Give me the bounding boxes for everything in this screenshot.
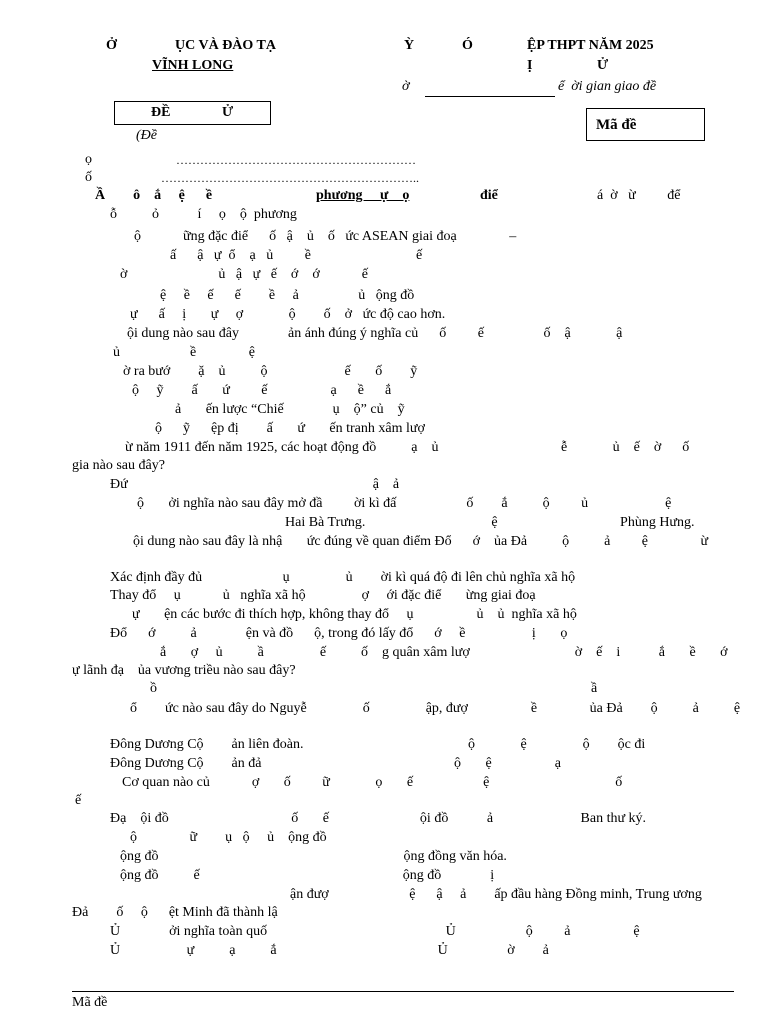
org-province: VĨNH LONG [152,58,234,73]
text-line: gia nào sau đây? [72,458,165,473]
text-line: ận đượ ệ ậ ả ấp đầu hàng Đồng minh, Trung ương [290,887,702,902]
text-line: ộ ỹ ệp đị ấ ứ ến tranh xâm lượ [155,421,425,436]
text-line: phương ự ọ [316,188,410,203]
exam-code-label: Mã đề [596,117,637,133]
text-line: ế [75,793,82,808]
text-line: Đứ ậ ả [110,477,400,492]
exam-type-box [114,101,271,125]
exam-type-label: ĐỀ [151,105,171,120]
text-line: Đổ ớ ả ện và đồ ộ, trong đó lấy đổ ớ ề ị ọ [110,626,568,641]
text-line: ắ ợ ủ ầ ế ố g quân xâm lượ ờ ế i ắ ề ớ [160,645,728,660]
text-line: ờ ra bướ ặ ủ ộ ế ố ỹ [123,364,418,379]
text-line: ộ ữ ụ ộ ủ ộng đồ [130,830,327,845]
text-line: ổ ức nào sau đây do Nguyễ ố ập, đượ ề ủa Đả ộ ả ệ [130,701,741,716]
text-line: Đông Dương Cộ ản đả ộ ệ ạ [110,756,561,771]
text-line: ệ ề ế ế ề ả ủ ộng đồ [160,288,415,303]
text-line: Ủ ự ạ ắ Ủ ờ ả [110,943,549,958]
footer-rule [72,991,734,992]
exam-title-fragment: Ỳ [404,38,415,53]
text-line: Đông Dương Cộ ản liên đoàn. ộ ệ ộ ộc đi [110,737,646,752]
text-line: ộ ởi nghĩa nào sau đây mở đầ ời kì đấ ố ắ ộ ủ ệ [137,496,672,511]
footer-exam-code: Mã đề [72,995,108,1010]
text-line: Đả ố ộ ệt Minh đã thành lậ [72,905,278,920]
exam-type-label: Ử [222,105,234,120]
text-line: ự lãnh đạ ủa vương triều nào sau đây? [72,663,296,678]
text-line: điể [480,188,498,203]
time-note: ể ời gian giao đề [558,79,657,94]
text-line: Ủ ởi nghĩa toàn quố Ủ ộ ả ệ [110,924,640,939]
text-line: ự ấ ị ự ợ ộ ố ở ức độ cao hơn. [130,307,446,322]
exam-subtitle-fragment: Ử [597,58,609,73]
text-line: ội dung nào sau đây ản ánh đúng ý nghĩa củ ố ế ố ậ ậ [127,326,623,341]
org-fragment: Ở [106,38,117,53]
text-line: ờ ủ ậ ự ế ớ ớ ế [120,267,368,282]
text-line: ộng đồ ế ộng đồ ị [120,868,495,883]
org-fragment: ỤC VÀ ĐÀO TẠ [175,38,276,53]
time-label: ờ [402,79,410,94]
exam-subtitle-fragment: Ị [527,58,533,73]
text-line: Thay đổ ụ ủ nghĩa xã hộ ợ ới đặc điể ừng giai đoạ [110,588,536,603]
text-line: Cơ quan nào củ ợ ố ữ ọ ế ệ ố [122,775,623,790]
text-line: ấ ậ ự ổ ạ ủ ề ế [170,248,423,263]
text-line: ội dung nào sau đây là nhậ ức đúng về quan điểm Đổ ớ ủa Đả ộ ả ệ ừ [133,534,709,549]
candidate-name-dots: …………………………………………………… [176,153,416,167]
text-line: ỗ ỏ í ọ ộ phương [110,207,297,222]
text-line: Hai Bà Trưng. ệ Phùng Hưng. [285,515,695,530]
candidate-number-label: ố [85,170,92,185]
text-line: Ầ ô ắ ệ ề [95,188,223,203]
text-line: ủ ề ệ [113,345,255,360]
exam-note: (Đề [136,128,157,143]
text-line: Đạ ội đồ ố ế ội đồ ả Ban thư ký. [110,811,647,826]
text-line: ộ ững đặc điể ố ậ ủ ố ức ASEAN giai đoạ – [134,229,517,244]
text-line: ừ năm 1911 đến năm 1925, các hoạt động đồ ạ ủ ễ ủ ế ờ ố [125,440,690,455]
exam-title: ỆP THPT NĂM 2025 [527,38,654,53]
candidate-number-dots: ……………………………………………………….. [161,171,419,185]
time-underline [425,96,555,97]
text-line: Xác định đầy đủ ụ ủ ời kì quá độ đi lên chủ nghĩa xã hộ [110,570,576,585]
text-line: ộ ỹ ấ ứ ế ạ ề ắ [132,383,392,398]
text-line: ự ện các bước đi thích hợp, không thay đổ ụ ủ ủ nghĩa xã hộ [132,607,577,622]
text-line: á ờ ừ để [597,188,681,203]
text-line: ồ ầ [150,681,598,696]
exam-title-fragment: Ó [462,38,473,53]
candidate-name-label: ọ [85,152,92,167]
text-line: ả ến lược “Chiế ụ ộ” củ ỹ [175,402,405,417]
text-line: ộng đồ ộng đồng văn hóa. [120,849,507,864]
